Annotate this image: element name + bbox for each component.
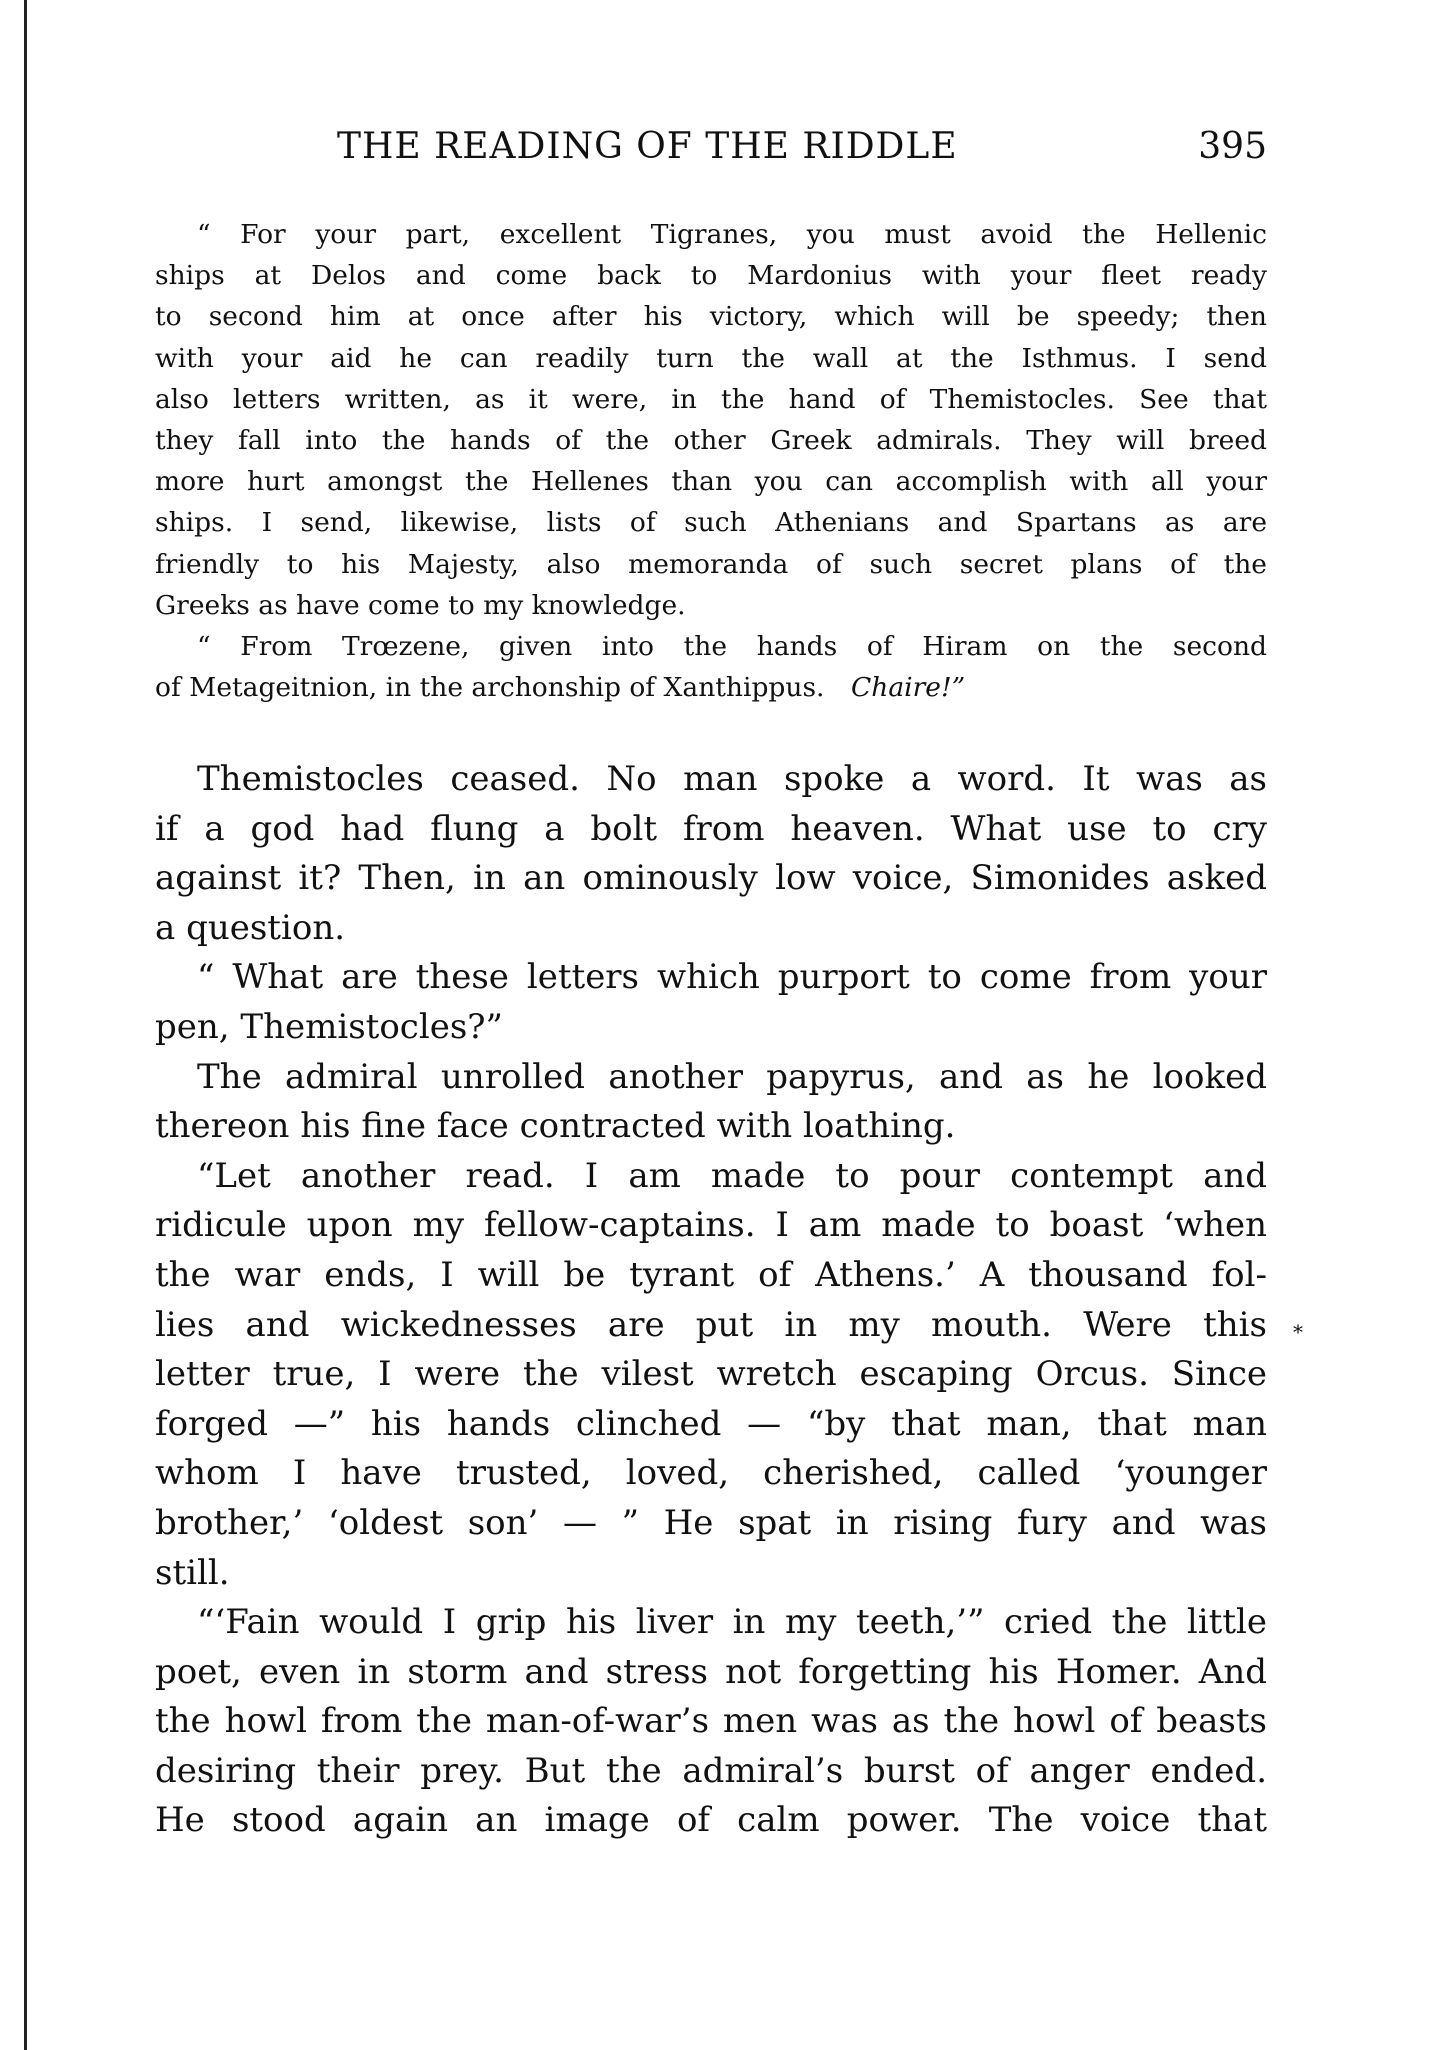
running-title: THE READING OF THE RIDDLE — [337, 126, 958, 167]
text-line: desiring their prey. But the admiral’s burst of anger ended. — [155, 1750, 1267, 1791]
text-line: if a god had flung a bolt from heaven. What use to cry — [155, 808, 1267, 849]
text-line: He stood again an image of calm power. The voice that — [155, 1800, 1267, 1841]
text-line: pen, Themistocles?” — [155, 1006, 503, 1047]
text-line: with your aid he can readily turn the wall at the Isthmus. I send — [155, 342, 1267, 374]
text-line: the war ends, I will be tyrant of Athens.’ A thousand fol- — [155, 1254, 1267, 1295]
text-line: “‘Fain would I grip his liver in my teeth,’” cried the little — [197, 1602, 1267, 1643]
text-line: ships. I send, likewise, lists of such Athenians and Spartans as are — [155, 507, 1267, 539]
text-line: still. — [155, 1552, 230, 1593]
text-line: friendly to his Majesty, also memoranda of such secret plans of the — [155, 548, 1267, 580]
text-line: forged —” his hands clinched — “by that man, that man — [155, 1403, 1267, 1444]
text-line: whom I have trusted, loved, cherished, called ‘younger — [155, 1453, 1267, 1494]
text-line: the howl from the man-of-war’s men was as the howl of beasts — [155, 1701, 1267, 1742]
text-line: The admiral unrolled another papyrus, and as he looked — [197, 1056, 1267, 1097]
text-line: lies and wickednesses are put in my mouth. Were this — [155, 1304, 1267, 1345]
page-header — [155, 126, 1267, 170]
text-line: thereon his fine face contracted with loathing. — [155, 1106, 956, 1147]
text-line: also letters written, as it were, in the hand of Themistocles. See that — [155, 383, 1267, 415]
text-line: a question. — [155, 907, 346, 948]
text-line: of Metageitnion, in the archonship of Xanthippus. Chaire!” — [155, 672, 966, 704]
text-line: poet, even in storm and stress not forgetting his Homer. And — [155, 1651, 1267, 1692]
text-line: Themistocles ceased. No man spoke a word. It was as — [197, 759, 1267, 799]
text-line: letter true, I were the vilest wretch escaping Orcus. Since — [155, 1354, 1267, 1395]
text-line: ships at Delos and come back to Mardonius with your fleet ready — [155, 260, 1267, 292]
page-edge-line — [24, 0, 27, 2050]
text-line: brother,’ ‘oldest son’ — ” He spat in rising fury and was — [155, 1502, 1267, 1543]
text-line: more hurt amongst the Hellenes than you can accomplish with all your — [155, 466, 1267, 498]
text-line: “Let another read. I am made to pour contempt and — [197, 1155, 1267, 1196]
stray-mark: * — [1293, 1320, 1303, 1344]
body-text — [155, 755, 1267, 1846]
text-line: Greeks as have come to my knowledge. — [155, 589, 686, 621]
text-line: to second him at once after his victory, which will be speedy; then — [155, 301, 1267, 333]
text-line: “ From Trœzene, given into the hands of Hiram on the second — [197, 631, 1267, 663]
quoted-letter — [155, 214, 1267, 708]
text-line: against it? Then, in an ominously low voice, Simonides asked — [155, 858, 1267, 899]
text-line: “ For your part, excellent Tigranes, you must avoid the Hellenic — [197, 219, 1267, 250]
page-number: 395 — [1198, 126, 1267, 167]
text-line: “ What are these letters which purport to come from your — [197, 957, 1267, 998]
text-line: they fall into the hands of the other Greek admirals. They will breed — [155, 425, 1267, 457]
letter-closing: Chaire!” — [824, 672, 966, 704]
text-line: ridicule upon my fellow-captains. I am made to boast ‘when — [155, 1205, 1267, 1246]
